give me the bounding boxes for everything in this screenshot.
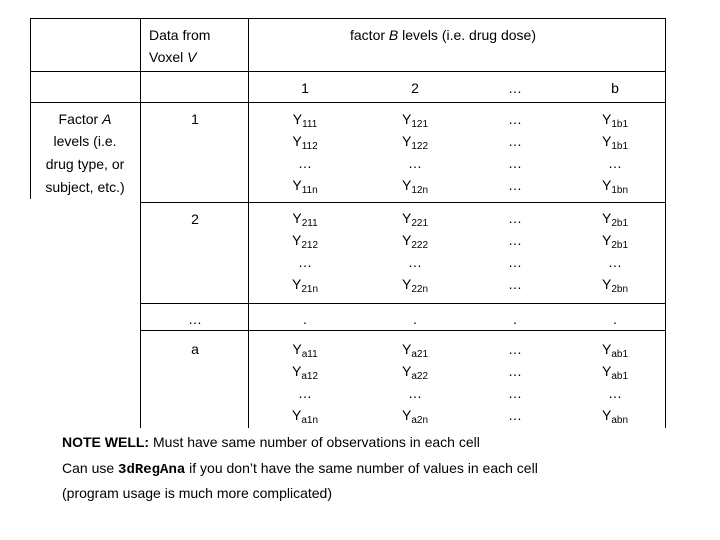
grid-line xyxy=(30,102,666,103)
cell-r1-c3 xyxy=(480,108,550,196)
grid-line xyxy=(248,18,249,428)
cell-ellipsis: … xyxy=(298,155,312,171)
grid-line xyxy=(140,303,666,304)
note-well-label: NOTE WELL: xyxy=(62,434,150,450)
cell-ellipsis: … xyxy=(508,385,522,401)
cell-value: $Y_{222}$ xyxy=(401,232,429,251)
voxel-text: Voxel xyxy=(149,49,184,65)
voxel-var: V xyxy=(187,49,197,65)
program-name: 3dRegAna xyxy=(118,462,186,478)
cell-ellipsis: … xyxy=(508,155,522,171)
cell-value: $Y_{2b1}$ xyxy=(601,210,629,229)
factor-a-line3: drug type, or xyxy=(45,156,125,172)
cell-ellipsis: … xyxy=(508,177,522,193)
cell-ra-c4 xyxy=(580,338,650,426)
note-line-2 xyxy=(62,460,538,478)
grid-line xyxy=(140,330,666,331)
cell-value: $Y_{112}$ xyxy=(292,133,318,152)
cell-ellipsis: … xyxy=(298,385,312,401)
cell-value: $Y_{122}$ xyxy=(401,133,429,152)
grid-line xyxy=(140,18,141,428)
cell-ellipsis: … xyxy=(508,254,522,270)
cell-ellipsis: … xyxy=(608,254,622,270)
note-line-2-post: if you don’t have the same number of values in each cell xyxy=(185,460,538,476)
factor-a-prefix: Factor xyxy=(58,111,99,127)
data-from-label xyxy=(149,26,210,44)
cell-r1-c4 xyxy=(580,108,650,196)
cell-ra-c3 xyxy=(480,338,550,426)
factor-a-line4: subject, etc.) xyxy=(45,179,125,195)
cell-r2-c3 xyxy=(480,207,550,295)
cell-value: $Y_{1b1}$ xyxy=(601,111,629,130)
cell-value: $Y_{121}$ xyxy=(401,111,429,130)
cell-r2-c1 xyxy=(270,207,340,295)
cell-value: $Y_{a22}$ xyxy=(401,363,429,382)
grid-line xyxy=(665,18,666,428)
cell-ellipsis: … xyxy=(508,111,522,127)
cell-ellipsis: … xyxy=(508,210,522,226)
cell-value: $Y_{1b1}$ xyxy=(601,133,629,152)
grid-line xyxy=(30,18,666,19)
grid-line xyxy=(140,202,666,203)
cell-ellipsis: … xyxy=(508,341,522,357)
cell-ellipsis: … xyxy=(508,133,522,149)
ellipsis-dot: . xyxy=(513,311,517,327)
cell-value: $Y_{212}$ xyxy=(291,232,319,251)
factor-b-prefix: factor xyxy=(350,27,386,43)
row-label-2: 2 xyxy=(191,211,199,227)
note-line-3: (program usage is much more complicated) xyxy=(62,485,332,501)
voxel-label xyxy=(149,48,196,66)
ellipsis-dot: . xyxy=(613,311,617,327)
cell-value: $Y_{1bn}$ xyxy=(601,177,629,196)
cell-value: $Y_{21n}$ xyxy=(291,276,319,295)
cell-ellipsis: … xyxy=(508,407,522,423)
note-line-2-pre: Can use xyxy=(62,460,119,476)
cell-value: $Y_{ab1}$ xyxy=(601,341,629,360)
cell-ellipsis: … xyxy=(508,276,522,292)
factor-b-header xyxy=(350,26,536,44)
cell-r1-c2 xyxy=(380,108,450,196)
row-label-a: a xyxy=(191,341,199,357)
cell-value: $Y_{22n}$ xyxy=(401,276,429,295)
cell-value: $Y_{a2n}$ xyxy=(401,407,429,426)
ellipsis-dot: . xyxy=(413,311,417,327)
cell-value: $Y_{221}$ xyxy=(401,210,429,229)
cell-value: $Y_{a21}$ xyxy=(401,341,429,360)
factor-b-suffix: levels (i.e. drug dose) xyxy=(402,27,536,43)
cell-value: $Y_{2bn}$ xyxy=(601,276,629,295)
cell-ra-c2 xyxy=(380,338,450,426)
cell-ellipsis: … xyxy=(508,232,522,248)
factor-b-var: B xyxy=(388,27,399,43)
cell-value: $Y_{2b1}$ xyxy=(601,232,629,251)
col-label-b: b xyxy=(611,80,619,96)
col-label-2: 2 xyxy=(411,80,419,96)
factor-a-var: A xyxy=(102,111,112,127)
cell-value: $Y_{111}$ xyxy=(292,111,318,130)
cell-r1-c1 xyxy=(270,108,340,196)
ellipsis-dot: . xyxy=(303,311,307,327)
cell-ellipsis: … xyxy=(608,385,622,401)
data-from-text: Data from xyxy=(149,27,211,43)
cell-value: $Y_{11n}$ xyxy=(292,177,318,196)
factor-a-line2: levels (i.e. xyxy=(53,133,117,149)
cell-value: $Y_{abn}$ xyxy=(601,407,629,426)
cell-ellipsis: … xyxy=(508,363,522,379)
cell-ellipsis: … xyxy=(408,385,422,401)
row-label-ellipsis: … xyxy=(188,311,202,327)
grid-line xyxy=(30,71,666,72)
cell-ra-c1 xyxy=(270,338,340,426)
cell-value: $Y_{12n}$ xyxy=(401,177,429,196)
cell-value: $Y_{a1n}$ xyxy=(291,407,319,426)
col-label-1: 1 xyxy=(301,80,309,96)
factor-a-line1 xyxy=(30,110,140,128)
cell-ellipsis: … xyxy=(608,155,622,171)
note-line-1 xyxy=(62,434,480,450)
cell-value: $Y_{211}$ xyxy=(292,210,318,229)
cell-value: $Y_{a11}$ xyxy=(292,341,318,360)
row-label-1: 1 xyxy=(191,111,199,127)
col-label-ellipsis: … xyxy=(508,80,522,96)
cell-value: $Y_{a12}$ xyxy=(291,363,319,382)
note-well-text: Must have same number of observations in each cell xyxy=(149,434,480,450)
cell-ellipsis: … xyxy=(408,155,422,171)
cell-ellipsis: … xyxy=(408,254,422,270)
cell-r2-c2 xyxy=(380,207,450,295)
cell-ellipsis: … xyxy=(298,254,312,270)
cell-value: $Y_{ab1}$ xyxy=(601,363,629,382)
cell-r2-c4 xyxy=(580,207,650,295)
